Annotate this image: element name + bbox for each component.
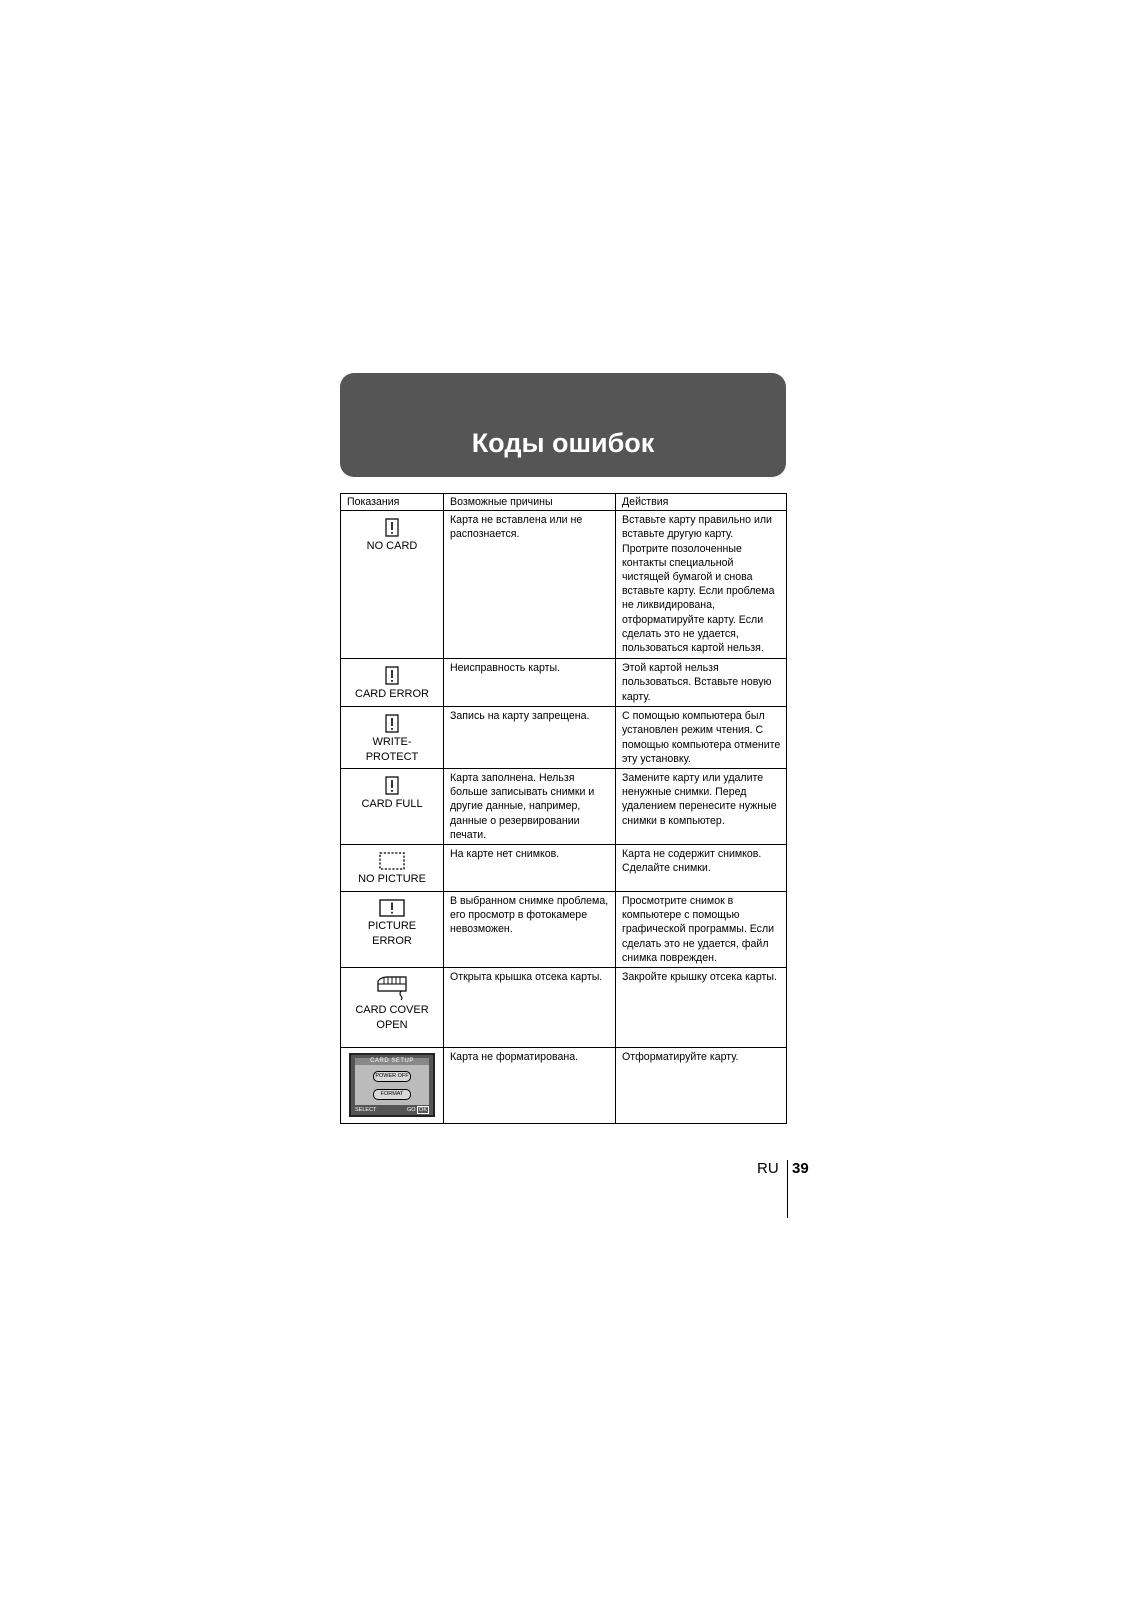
header-display: Показания bbox=[341, 494, 444, 511]
action-cell: Карта не содержит снимков. Сделайте снимки. bbox=[616, 845, 787, 892]
error-codes-table bbox=[340, 493, 787, 1124]
display-label: CARD ERROR bbox=[355, 688, 429, 701]
table-row bbox=[341, 892, 787, 968]
cause-cell: Карта заполнена. Нельзя больше записывать снимки и другие данные, например, данные о резервировании печати. bbox=[444, 769, 616, 845]
picture-warning-icon bbox=[379, 899, 405, 917]
display-cell bbox=[341, 1048, 444, 1124]
table-row bbox=[341, 659, 787, 707]
format-option: FORMAT bbox=[373, 1089, 411, 1100]
cause-cell: Запись на карту запрещена. bbox=[444, 707, 616, 769]
card-setup-header: CARD SETUP bbox=[355, 1058, 429, 1065]
header-cause: Возможные причины bbox=[444, 494, 616, 511]
display-label: CARD FULL bbox=[361, 798, 423, 811]
card-warning-icon bbox=[385, 776, 399, 795]
display-cell bbox=[341, 511, 444, 659]
action-cell: Замените карту или удалите ненужные снимки. Перед удалением перенесите нужные снимки в компьютер. bbox=[616, 769, 787, 845]
display-label: WRITE-PROTECT bbox=[365, 736, 419, 763]
card-warning-icon bbox=[385, 714, 399, 733]
action-cell: Вставьте карту правильно или вставьте другую карту. Протрите позолоченные контакты специальной чистящей бумагой и снова вставьте карту. Если проблема не ликвидирована, отформатируйте карту. Если сделать это не удается, пользоваться картой нельзя. bbox=[616, 511, 787, 659]
page-title: Коды ошибок bbox=[471, 428, 655, 458]
action-cell: Закройте крышку отсека карты. bbox=[616, 968, 787, 1048]
page-number-block bbox=[757, 1160, 817, 1220]
card-setup-footer bbox=[353, 1106, 431, 1114]
table-row bbox=[341, 968, 787, 1048]
cause-cell: На карте нет снимков. bbox=[444, 845, 616, 892]
go-ok-label: GO OK bbox=[406, 1107, 427, 1114]
select-label: SELECT bbox=[355, 1107, 377, 1114]
page-number: 39 bbox=[792, 1160, 809, 1177]
header-action: Действия bbox=[616, 494, 787, 511]
card-warning-icon bbox=[385, 518, 399, 537]
table-header-row bbox=[341, 494, 787, 511]
display-cell bbox=[341, 968, 444, 1048]
card-setup-screen bbox=[349, 1053, 435, 1117]
table-row bbox=[341, 769, 787, 845]
title-banner bbox=[340, 373, 786, 477]
display-cell bbox=[341, 707, 444, 769]
cause-cell: В выбранном снимке проблема, его просмотр в фотокамере невозможен. bbox=[444, 892, 616, 968]
no-picture-icon bbox=[379, 852, 405, 870]
display-cell bbox=[341, 892, 444, 968]
power-off-option: POWER OFF bbox=[373, 1071, 411, 1082]
table-row bbox=[341, 1048, 787, 1124]
action-cell: Отформатируйте карту. bbox=[616, 1048, 787, 1124]
display-cell bbox=[341, 845, 444, 892]
action-cell: Этой картой нельзя пользоваться. Вставьте новую карту. bbox=[616, 659, 787, 707]
cause-cell: Открыта крышка отсека карты. bbox=[444, 968, 616, 1048]
action-cell: Просмотрите снимок в компьютере с помощью графической программы. Если сделать это не удается, файл снимка поврежден. bbox=[616, 892, 787, 968]
display-label: PICTURE ERROR bbox=[367, 920, 417, 947]
display-label: NO CARD bbox=[366, 540, 418, 553]
cause-cell: Карта не форматирована. bbox=[444, 1048, 616, 1124]
action-cell: С помощью компьютера был установлен режим чтения. С помощью компьютера отмените эту установку. bbox=[616, 707, 787, 769]
table-row bbox=[341, 511, 787, 659]
display-label: NO PICTURE bbox=[358, 873, 426, 886]
display-cell bbox=[341, 659, 444, 707]
cause-cell: Неисправность карты. bbox=[444, 659, 616, 707]
table-row bbox=[341, 707, 787, 769]
display-cell bbox=[341, 769, 444, 845]
card-setup-menu bbox=[355, 1065, 429, 1105]
cause-cell: Карта не вставлена или не распознается. bbox=[444, 511, 616, 659]
page-number-divider bbox=[787, 1160, 788, 1218]
card-cover-open-icon bbox=[375, 975, 409, 1001]
display-label: CARD COVER OPEN bbox=[355, 1004, 429, 1031]
table-row bbox=[341, 845, 787, 892]
language-code: RU bbox=[757, 1160, 779, 1177]
card-warning-icon bbox=[385, 666, 399, 685]
